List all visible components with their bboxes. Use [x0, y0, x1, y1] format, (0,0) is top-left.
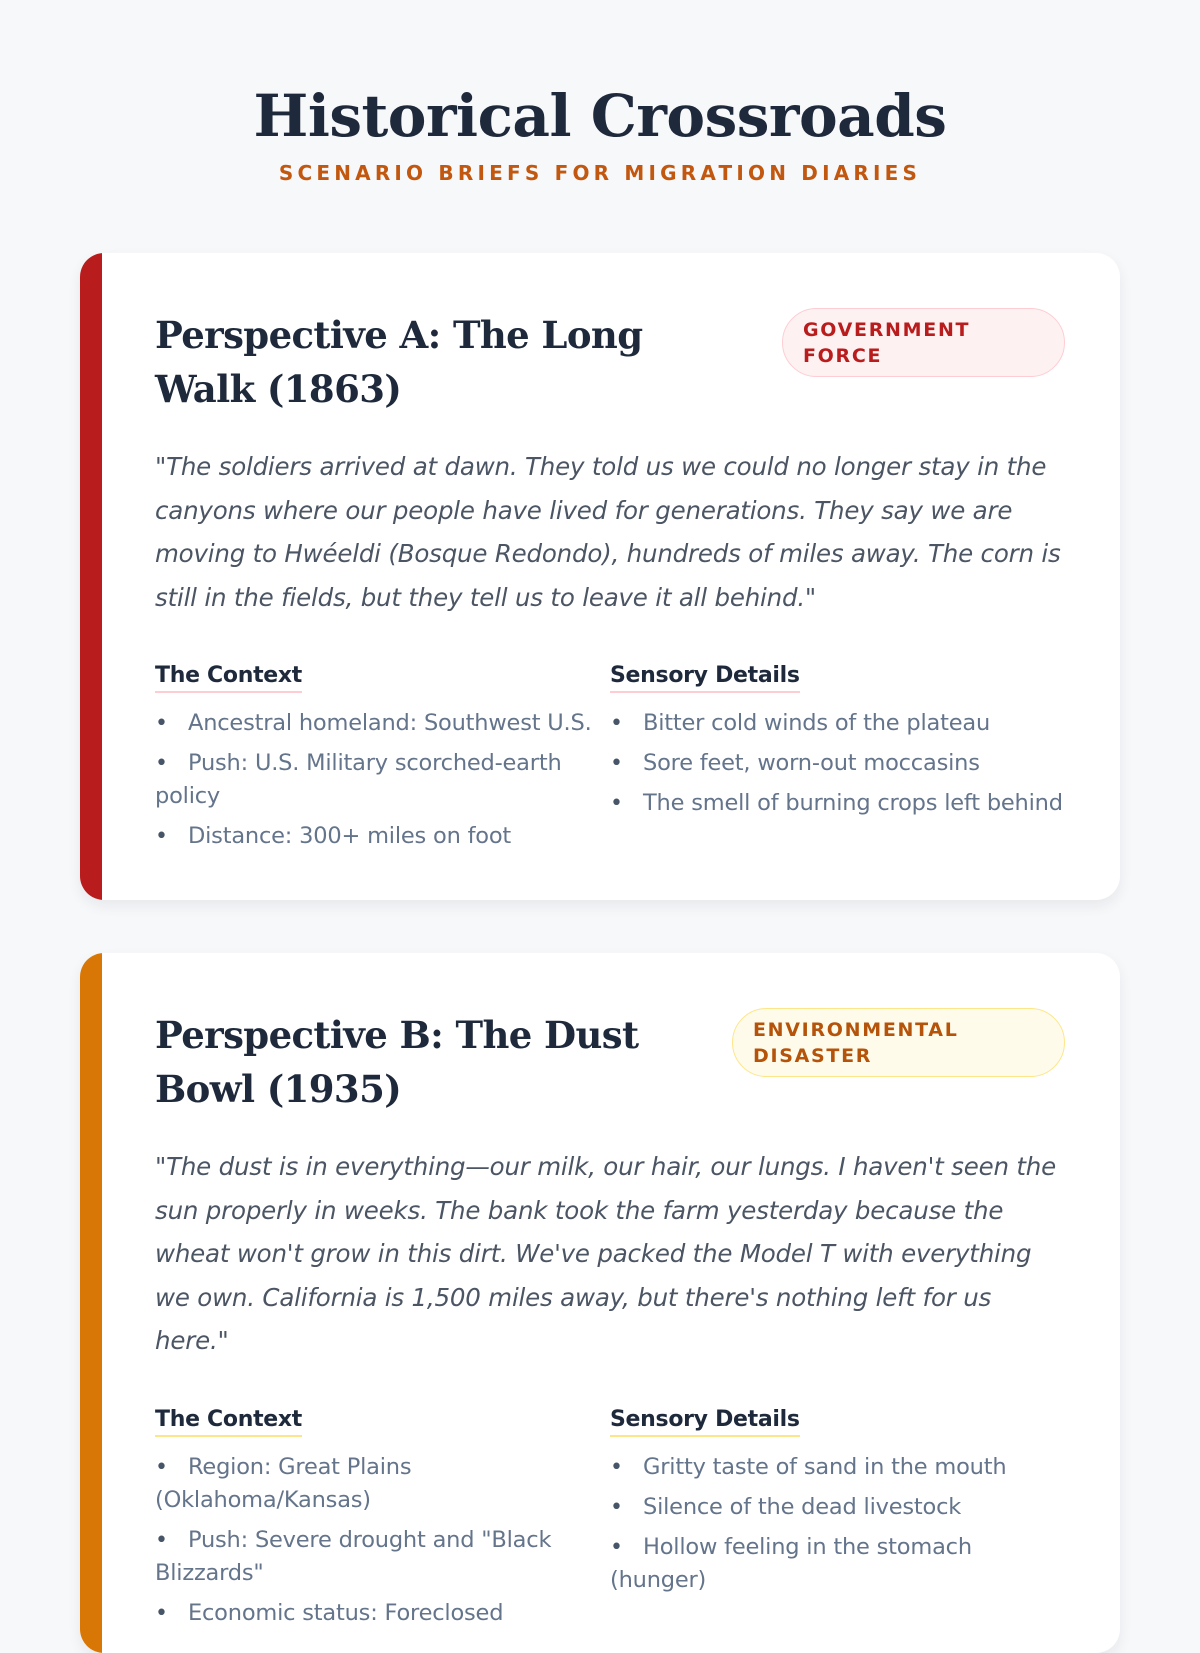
card-title: Perspective B: The Dust Bowl (1935): [155, 1013, 639, 1111]
sensory-column: [610, 1406, 1065, 1637]
sensory-item: • Gritty taste of sand in the mouth: [610, 1453, 1007, 1480]
page-header: [0, 0, 1200, 186]
scenario-card-dust-bowl: [80, 953, 1120, 1653]
category-badge: ENVIRONMENTAL DISASTER: [732, 1008, 1065, 1077]
sensory-item: • Silence of the dead livestock: [610, 1493, 962, 1520]
context-item: • Push: Severe drought and "Black Blizzards": [155, 1526, 552, 1586]
context-item: • Distance: 300+ miles on foot: [155, 823, 512, 849]
sensory-heading: Sensory Details: [610, 1406, 800, 1437]
context-heading: The Context: [155, 662, 302, 693]
context-item: • Ancestral homeland: Southwest U.S.: [155, 710, 592, 736]
sensory-item: • The smell of burning crops left behind: [610, 790, 1063, 816]
page-title: Historical Crossroads: [253, 82, 947, 150]
context-item: • Push: U.S. Military scorched-earth policy: [155, 750, 562, 809]
sensory-column: [610, 662, 1065, 860]
card-title: Perspective A: The Long Walk (1863): [155, 313, 643, 411]
sensory-item: • Bitter cold winds of the plateau: [610, 710, 991, 736]
category-badge: GOVERNMENT FORCE: [782, 308, 1065, 377]
diary-quote: "The soldiers arrived at dawn. They told us we could no longer stay in the canyons where our people have lived for generations. They say we are moving to Hwéeldi (Bosque Redondo), hundreds of miles away. The corn is still in the fields, but they tell us to leave it all behind.": [155, 452, 1061, 612]
sensory-item: • Hollow feeling in the stomach (hunger): [610, 1533, 972, 1593]
card-accent-bar: [80, 253, 102, 900]
diary-quote: "The dust is in everything—our milk, our hair, our lungs. I haven't seen the sun properly in weeks. The bank took the farm yesterday because the wheat won't grow in this dirt. We've packed the Model T with everything we own. California is 1,500 miles away, but there's nothing left for us here.": [155, 1152, 1056, 1355]
page-subtitle: SCENARIO BRIEFS FOR MIGRATION DIARIES: [278, 161, 922, 185]
context-column: [155, 1406, 610, 1637]
context-item: • Economic status: Foreclosed: [155, 1599, 504, 1626]
card-accent-bar: [80, 953, 102, 1653]
context-heading: The Context: [155, 1406, 302, 1437]
context-column: [155, 662, 610, 860]
sensory-item: • Sore feet, worn-out moccasins: [610, 750, 980, 776]
context-item: • Region: Great Plains (Oklahoma/Kansas): [155, 1453, 412, 1513]
scenario-card-long-walk: [80, 253, 1120, 900]
sensory-heading: Sensory Details: [610, 662, 800, 693]
